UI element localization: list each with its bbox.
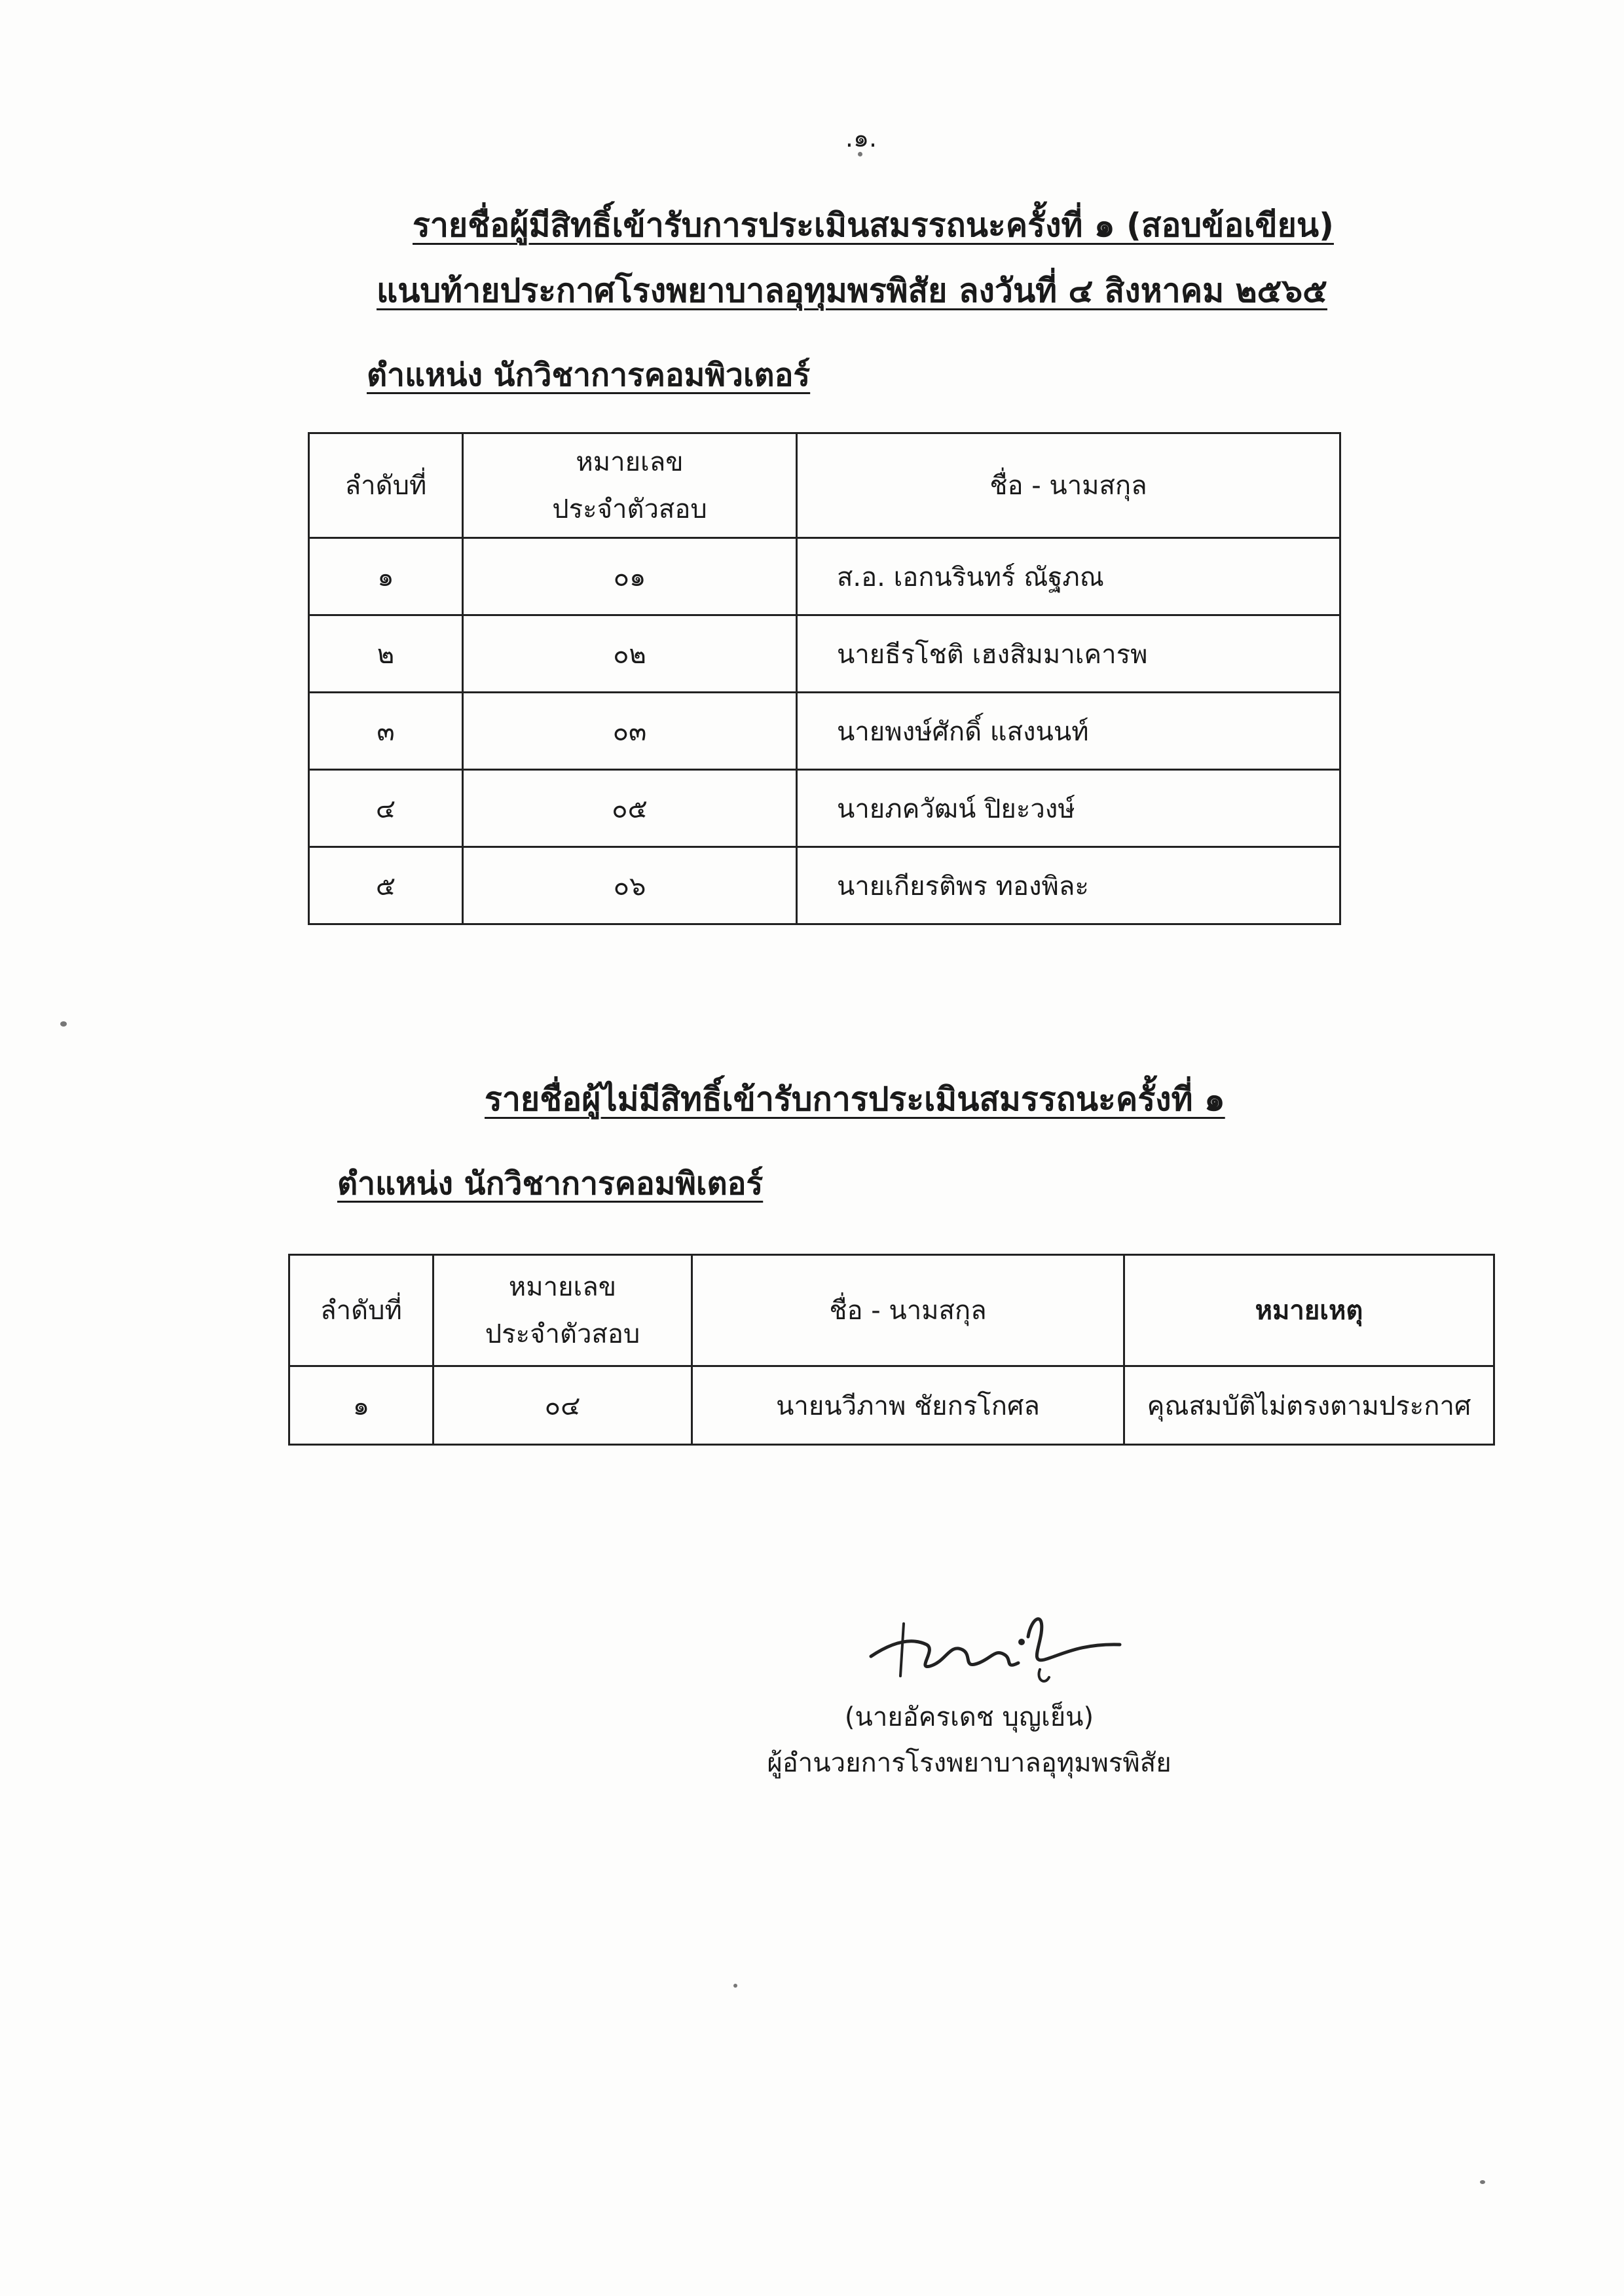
cell-exam-id: ๐๕ xyxy=(463,770,797,847)
scan-speck xyxy=(1480,2180,1485,2184)
header-exam-id-line-2: ประจำตัวสอบ xyxy=(552,494,707,524)
cell-remark: คุณสมบัติไม่ตรงตามประกาศ xyxy=(1124,1366,1494,1445)
cell-order: ๔ xyxy=(309,770,463,847)
ineligible-candidates-table xyxy=(288,1254,1495,1446)
scan-speck xyxy=(60,1021,67,1027)
cell-exam-id: ๐๔ xyxy=(434,1366,692,1445)
cell-name: นายเกียรติพร ทองพิละ xyxy=(797,847,1340,924)
cell-name: นายนวีภาพ ชัยกรโกศล xyxy=(692,1366,1124,1445)
handwritten-signature xyxy=(864,1597,1126,1702)
section2-position-label: ตำแหน่ง นักวิชาการคอมพิเตอร์ xyxy=(337,1165,764,1202)
cell-order: ๑ xyxy=(289,1366,434,1445)
cell-name: นายพงษ์ศักดิ์ แสงนนท์ xyxy=(797,693,1340,770)
cell-exam-id: ๐๓ xyxy=(463,693,797,770)
table-row xyxy=(309,615,1340,693)
cell-order: ๑ xyxy=(309,538,463,615)
section2-title: รายชื่อผู้ไม่มีสิทธิ์เข้ารับการประเมินสมรรถนะครั้งที่ ๑ xyxy=(485,1080,1225,1118)
header-order: ลำดับที่ xyxy=(309,433,463,538)
header-exam-id xyxy=(434,1255,692,1366)
header-exam-id-line-1: หมายเลข xyxy=(576,446,684,477)
header-name: ชื่อ - นามสกุล xyxy=(797,433,1340,538)
header-exam-id-line-1: หมายเลข xyxy=(508,1271,617,1302)
header-name: ชื่อ - นามสกุล xyxy=(692,1255,1124,1366)
cell-order: ๓ xyxy=(309,693,463,770)
header-exam-id-line-2: ประจำตัวสอบ xyxy=(485,1319,640,1349)
table-row xyxy=(309,847,1340,924)
header-remark: หมายเหตุ xyxy=(1124,1255,1494,1366)
signer-name: (นายอัครเดช บุญเย็น) xyxy=(844,1702,1094,1732)
table-row xyxy=(289,1366,1494,1445)
cell-name: ส.อ. เอกนรินทร์ ณัฐภณ xyxy=(797,538,1340,615)
cell-exam-id: ๐๒ xyxy=(463,615,797,693)
table-row xyxy=(309,770,1340,847)
document-title-line-1: รายชื่อผู้มีสิทธิ์เข้ารับการประเมินสมรรถนะครั้งที่ ๑ (สอบข้อเขียน) xyxy=(413,206,1334,244)
cell-exam-id: ๐๑ xyxy=(463,538,797,615)
table-header-row xyxy=(289,1255,1494,1366)
cell-order: ๒ xyxy=(309,615,463,693)
cell-name: นายธีรโชติ เฮงสิมมาเคารพ xyxy=(797,615,1340,693)
table-row xyxy=(309,693,1340,770)
cell-exam-id: ๐๖ xyxy=(463,847,797,924)
page-number: .๑. xyxy=(845,124,877,153)
signer-title: ผู้อำนวยการโรงพยาบาลอุทุมพรพิสัย xyxy=(767,1748,1172,1778)
eligible-candidates-table xyxy=(308,432,1341,925)
header-exam-id xyxy=(463,433,797,538)
cell-name: นายภควัฒน์ ปิยะวงษ์ xyxy=(797,770,1340,847)
header-order: ลำดับที่ xyxy=(289,1255,434,1366)
table-row xyxy=(309,538,1340,615)
cell-order: ๕ xyxy=(309,847,463,924)
scan-speck xyxy=(733,1984,737,1988)
table-header-row xyxy=(309,433,1340,538)
document-title-line-2: แนบท้ายประกาศโรงพยาบาลอุทุมพรพิสัย ลงวันที่ ๔ สิงหาคม ๒๕๖๕ xyxy=(377,272,1327,310)
section1-position-label: ตำแหน่ง นักวิชาการคอมพิวเตอร์ xyxy=(367,357,811,393)
